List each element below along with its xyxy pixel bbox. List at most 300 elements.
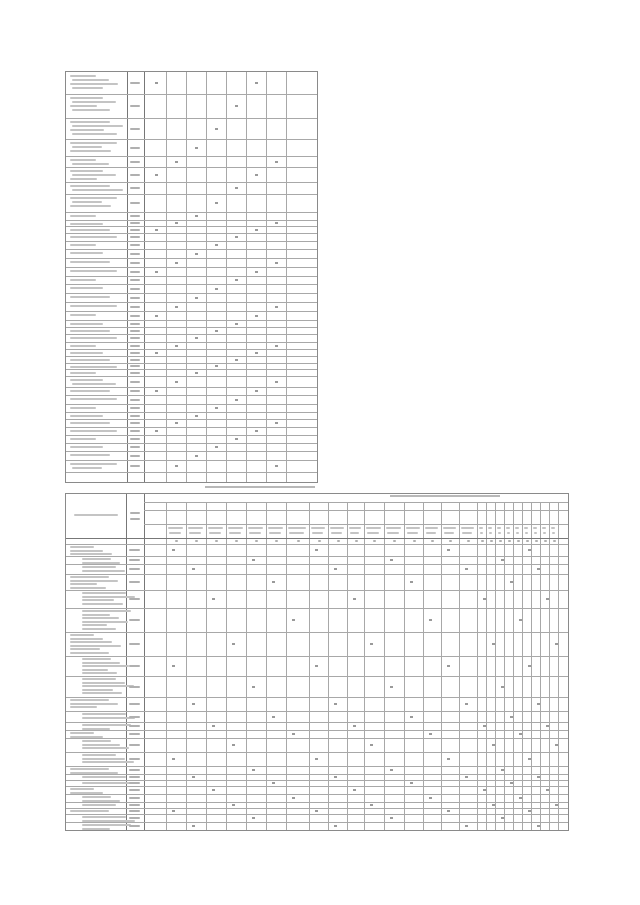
cell-dash: [192, 825, 195, 827]
cell-dash: [501, 686, 504, 688]
row-label: [70, 810, 109, 812]
row-label: [82, 685, 134, 687]
column-index: [481, 540, 484, 542]
cell-dash: [528, 549, 531, 551]
row-divider: [66, 241, 317, 242]
row-label: [82, 628, 116, 630]
cell-dash: [483, 598, 486, 600]
cell-dash: [410, 782, 413, 784]
cell-dash: [155, 82, 158, 84]
row-label: [82, 796, 111, 798]
cell-dash: [275, 306, 278, 308]
row-code: [130, 438, 140, 440]
cell-dash: [519, 797, 522, 799]
column-header: [534, 532, 537, 534]
row-code: [130, 330, 140, 332]
row-code: [130, 407, 140, 409]
row-divider: [66, 156, 317, 157]
cell-dash: [212, 789, 215, 791]
row-divider: [66, 608, 568, 609]
row-code: [130, 105, 140, 107]
row-code: [129, 568, 140, 570]
row-label: [72, 467, 102, 469]
row-label: [70, 150, 111, 152]
row-divider: [66, 435, 317, 436]
cell-dash: [465, 825, 468, 827]
row-label: [82, 562, 120, 564]
header-bottom: [66, 538, 568, 539]
column-header: [462, 532, 472, 534]
cell-dash: [235, 105, 238, 107]
row-code: [129, 817, 140, 819]
row-label: [82, 603, 123, 605]
row-label: [70, 768, 109, 770]
row-code: [129, 598, 140, 600]
row-label: [70, 580, 118, 582]
row-label: [72, 101, 116, 103]
row-code: [130, 262, 140, 264]
column-index: [413, 540, 416, 542]
column-index: [499, 540, 502, 542]
row-divider: [66, 419, 317, 420]
cell-dash: [175, 262, 178, 264]
row-label: [70, 296, 110, 298]
cell-dash: [546, 598, 549, 600]
column-header: [386, 527, 401, 529]
column-header: [229, 532, 241, 534]
column-index: [175, 540, 178, 542]
cell-dash: [315, 810, 318, 812]
column-header: [498, 532, 501, 534]
row-divider: [66, 356, 317, 357]
cell-dash: [235, 279, 238, 281]
row-code: [130, 187, 140, 189]
header-index-row: [66, 544, 568, 545]
cell-dash: [353, 725, 356, 727]
column-index: [195, 540, 198, 542]
row-divider: [66, 369, 317, 370]
column-header: [524, 527, 528, 529]
column-header: [228, 527, 243, 529]
column-divider: [206, 72, 207, 482]
column-index: [553, 540, 556, 542]
row-divider: [66, 284, 317, 285]
row-divider: [66, 460, 317, 461]
row-code: [130, 244, 140, 246]
row-code: [130, 288, 140, 290]
row-code: [130, 345, 140, 347]
row-label: [82, 599, 114, 601]
cell-dash: [315, 665, 318, 667]
row-label: [70, 97, 103, 99]
cell-dash: [334, 776, 337, 778]
row-label: [82, 566, 116, 568]
cell-dash: [195, 337, 198, 339]
cell-dash: [195, 372, 198, 374]
column-divider: [186, 72, 187, 482]
cell-dash: [195, 455, 198, 457]
cell-dash: [447, 549, 450, 551]
column-index: [215, 540, 218, 542]
column-header: [443, 527, 456, 529]
cell-dash: [235, 399, 238, 401]
column-header: [130, 518, 140, 520]
column-header: [311, 527, 325, 529]
row-divider: [66, 814, 568, 815]
row-label: [72, 383, 116, 385]
row-code: [129, 619, 140, 621]
row-divider: [66, 194, 317, 195]
row-label: [70, 178, 97, 180]
cell-dash: [510, 782, 513, 784]
cell-dash: [215, 202, 218, 204]
cell-dash: [235, 187, 238, 189]
row-divider: [66, 258, 317, 259]
cell-dash: [215, 407, 218, 409]
row-divider: [66, 722, 568, 723]
cell-dash: [315, 758, 318, 760]
row-code: [129, 733, 140, 735]
row-code: [130, 359, 140, 361]
cell-dash: [546, 725, 549, 727]
row-label: [82, 782, 131, 784]
cell-dash: [235, 359, 238, 361]
column-header: [552, 532, 555, 534]
row-label: [70, 398, 117, 400]
cell-dash: [501, 817, 504, 819]
cell-dash: [175, 465, 178, 467]
cell-dash: [483, 725, 486, 727]
row-label: [82, 665, 129, 667]
row-label: [70, 305, 117, 307]
cell-dash: [252, 559, 255, 561]
row-divider: [66, 738, 568, 739]
row-label: [82, 624, 107, 626]
row-code: [129, 789, 140, 791]
header-divider: [144, 502, 568, 503]
row-divider: [66, 822, 568, 823]
column-index: [275, 540, 278, 542]
cell-dash: [175, 422, 178, 424]
column-header: [248, 527, 263, 529]
cell-dash: [353, 598, 356, 600]
cell-dash: [334, 568, 337, 570]
row-code: [130, 365, 140, 367]
cell-dash: [232, 744, 235, 746]
column-header: [288, 527, 306, 529]
row-label: [70, 185, 110, 187]
cell-dash: [492, 643, 495, 645]
row-divider: [66, 730, 568, 731]
row-divider: [66, 376, 317, 377]
row-label: [70, 703, 118, 705]
header-divider: [144, 524, 568, 525]
column-index: [318, 540, 321, 542]
row-label: [70, 788, 94, 790]
cell-dash: [175, 306, 178, 308]
row-label: [82, 747, 129, 749]
column-header: [406, 527, 420, 529]
cell-dash: [492, 744, 495, 746]
row-label: [82, 692, 122, 694]
row-label: [70, 105, 97, 107]
cell-dash: [370, 744, 373, 746]
cell-dash: [255, 430, 258, 432]
row-divider: [66, 327, 317, 328]
cell-dash: [195, 215, 198, 217]
row-label: [72, 174, 116, 176]
row-divider: [66, 334, 317, 335]
column-header: [289, 532, 304, 534]
cell-dash: [252, 817, 255, 819]
column-header: [169, 532, 181, 534]
cell-dash: [232, 804, 235, 806]
row-label: [70, 634, 94, 636]
row-code: [129, 686, 140, 688]
column-header: [488, 527, 492, 529]
column-index: [431, 540, 434, 542]
row-label: [82, 592, 126, 594]
column-index: [490, 540, 493, 542]
row-code: [129, 744, 140, 746]
row-divider: [66, 590, 568, 591]
column-divider: [144, 72, 145, 482]
cell-dash: [195, 297, 198, 299]
row-code: [129, 825, 140, 827]
row-label: [70, 699, 109, 701]
row-label: [70, 706, 97, 708]
column-header: [189, 532, 201, 534]
cell-dash: [212, 598, 215, 600]
row-label: [70, 407, 96, 409]
row-divider: [66, 451, 317, 452]
row-code: [130, 352, 140, 354]
row-code: [129, 559, 140, 561]
row-label: [82, 744, 120, 746]
cell-dash: [537, 776, 540, 778]
column-header: [551, 527, 555, 529]
column-header: [507, 532, 510, 534]
cell-dash: [255, 315, 258, 317]
row-label: [82, 558, 111, 560]
row-divider: [66, 808, 568, 809]
column-divider: [226, 72, 227, 482]
row-divider: [66, 387, 317, 388]
row-code: [130, 202, 140, 204]
cell-dash: [255, 82, 258, 84]
row-divider: [66, 349, 317, 350]
cell-dash: [390, 817, 393, 819]
row-divider: [66, 794, 568, 795]
column-index: [526, 540, 529, 542]
column-index: [235, 540, 238, 542]
cell-dash: [155, 174, 158, 176]
row-label: [70, 736, 103, 738]
row-label: [82, 682, 125, 684]
row-label: [82, 614, 110, 616]
cell-dash: [292, 733, 295, 735]
row-label: [70, 446, 103, 448]
row-label: [70, 652, 109, 654]
row-divider: [66, 472, 317, 473]
row-code: [129, 782, 140, 784]
cell-dash: [292, 619, 295, 621]
row-divider: [66, 311, 317, 312]
row-label: [82, 804, 116, 806]
row-label: [72, 163, 109, 165]
row-code: [130, 381, 140, 383]
row-code: [130, 455, 140, 457]
row-label: [82, 689, 113, 691]
cell-dash: [235, 236, 238, 238]
cell-dash: [370, 804, 373, 806]
cell-dash: [215, 330, 218, 332]
row-code: [130, 174, 140, 176]
row-label: [70, 638, 103, 640]
cell-dash: [252, 769, 255, 771]
row-code: [129, 665, 140, 667]
row-label: [70, 205, 111, 207]
row-code: [130, 337, 140, 339]
cell-dash: [155, 315, 158, 317]
cell-dash: [555, 643, 558, 645]
cell-dash: [275, 222, 278, 224]
row-code: [130, 229, 140, 231]
row-divider: [66, 786, 568, 787]
row-divider: [66, 676, 568, 677]
row-label: [82, 776, 126, 778]
row-divider: [66, 226, 317, 227]
column-index: [517, 540, 520, 542]
row-label: [72, 79, 109, 81]
cell-dash: [215, 128, 218, 130]
cell-dash: [235, 323, 238, 325]
column-index: [535, 540, 538, 542]
column-header: [426, 532, 436, 534]
header-divider: [144, 510, 568, 511]
cell-dash: [195, 147, 198, 149]
row-code: [129, 643, 140, 645]
cell-dash: [272, 716, 275, 718]
cell-dash: [501, 559, 504, 561]
row-divider: [66, 711, 568, 712]
row-code: [130, 147, 140, 149]
row-label: [70, 430, 117, 432]
cell-dash: [429, 619, 432, 621]
column-header: [269, 532, 281, 534]
row-divider: [66, 427, 317, 428]
cell-dash: [465, 776, 468, 778]
column-header: [349, 527, 361, 529]
cell-dash: [555, 744, 558, 746]
cell-dash: [235, 438, 238, 440]
cell-dash: [292, 797, 295, 799]
column-header: [366, 527, 381, 529]
cell-dash: [255, 352, 258, 354]
row-label: [70, 229, 110, 231]
column-index: [337, 540, 340, 542]
cell-dash: [212, 725, 215, 727]
column-header: [209, 532, 221, 534]
cell-dash: [275, 161, 278, 163]
row-label: [70, 323, 103, 325]
cell-dash: [465, 703, 468, 705]
row-divider: [66, 363, 317, 364]
row-divider: [66, 267, 317, 268]
column-divider: [166, 72, 167, 482]
cell-dash: [528, 758, 531, 760]
cell-dash: [429, 797, 432, 799]
cell-dash: [172, 665, 175, 667]
row-code: [129, 703, 140, 705]
cell-dash: [546, 789, 549, 791]
row-code: [130, 446, 140, 448]
row-label: [70, 645, 121, 647]
row-label: [82, 662, 120, 664]
row-divider: [66, 276, 317, 277]
row-divider: [66, 220, 317, 221]
row-code: [129, 549, 140, 551]
column-header: [249, 532, 261, 534]
cell-dash: [315, 549, 318, 551]
row-code: [130, 297, 140, 299]
row-label: [82, 740, 111, 742]
cell-dash: [275, 262, 278, 264]
cell-dash: [155, 271, 158, 273]
row-divider: [66, 302, 317, 303]
upper-form-caption: [205, 486, 315, 488]
row-label: [82, 816, 126, 818]
column-index: [255, 540, 258, 542]
row-label: [70, 252, 103, 254]
row-divider: [66, 293, 317, 294]
row-label: [70, 352, 103, 354]
row-code: [129, 797, 140, 799]
row-label: [82, 828, 110, 830]
row-code: [130, 128, 140, 130]
cell-dash: [410, 716, 413, 718]
row-label: [70, 372, 96, 374]
cell-dash: [537, 825, 540, 827]
column-header: [208, 527, 223, 529]
row-label: [70, 159, 96, 161]
row-label: [72, 133, 117, 135]
cell-dash: [519, 619, 522, 621]
row-code: [129, 769, 140, 771]
row-code: [129, 776, 140, 778]
column-header: [387, 532, 399, 534]
row-divider: [66, 404, 317, 405]
column-header: [543, 532, 546, 534]
row-divider: [66, 766, 568, 767]
cell-dash: [334, 703, 337, 705]
row-divider: [66, 212, 317, 213]
cell-dash: [370, 643, 373, 645]
row-code: [130, 82, 140, 84]
row-label: [70, 279, 96, 281]
row-label: [70, 359, 110, 361]
row-label: [70, 792, 103, 794]
cell-dash: [175, 222, 178, 224]
row-divider: [66, 752, 568, 753]
column-index: [449, 540, 452, 542]
row-divider: [66, 94, 317, 95]
row-divider: [66, 249, 317, 250]
row-code: [130, 161, 140, 163]
column-header: [542, 527, 546, 529]
cell-dash: [255, 174, 258, 176]
cell-dash: [192, 776, 195, 778]
